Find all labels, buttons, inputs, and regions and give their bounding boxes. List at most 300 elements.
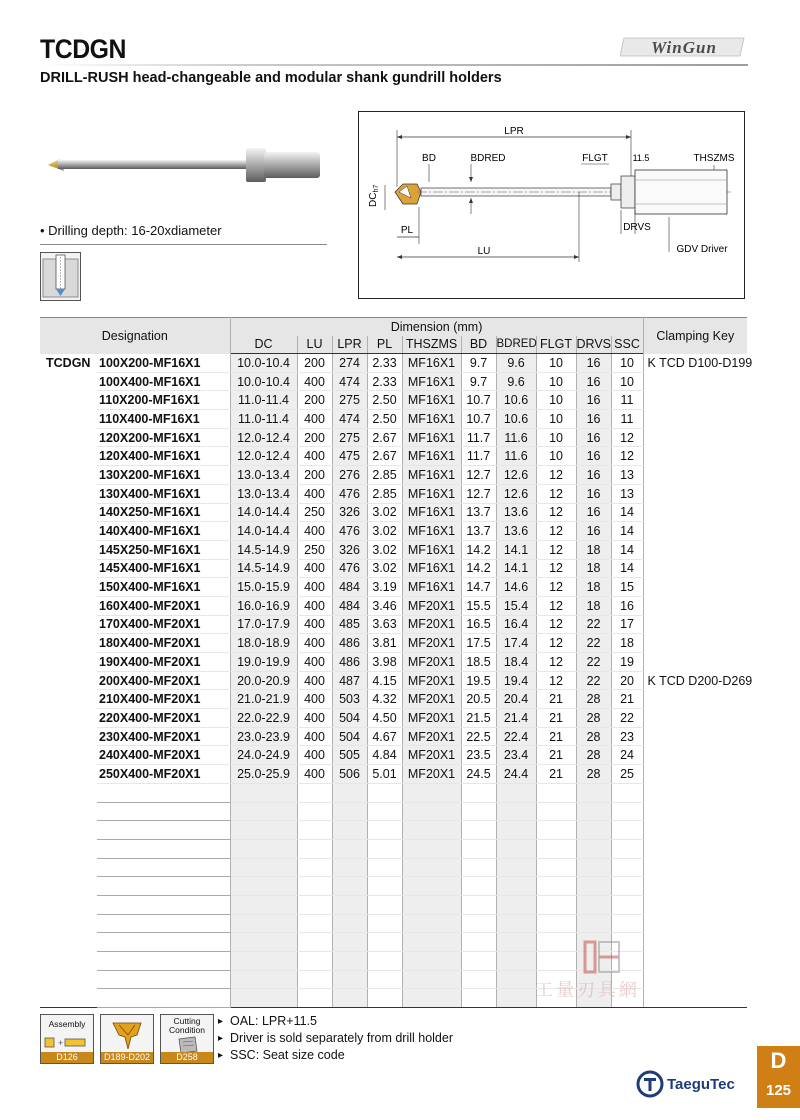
empty-cell (97, 821, 230, 840)
series-prefix (40, 372, 97, 391)
empty-cell (230, 821, 297, 840)
cell-pl: 5.01 (367, 765, 402, 784)
cell-lpr: 275 (332, 391, 367, 410)
cell-lu: 400 (297, 746, 332, 765)
cell-lpr: 276 (332, 466, 367, 485)
empty-cell (332, 783, 367, 802)
cell-lpr: 484 (332, 596, 367, 615)
cell-pl: 3.81 (367, 634, 402, 653)
cell-drvs: 16 (576, 428, 611, 447)
note-oal: ▸ OAL: LPR+11.5 (218, 1013, 453, 1030)
empty-table-row (40, 895, 747, 914)
cell-lpr: 505 (332, 746, 367, 765)
cell-bdred: 17.4 (496, 634, 536, 653)
empty-cell (332, 877, 367, 896)
cell-thszms: MF20X1 (402, 653, 461, 672)
cell-drvs: 16 (576, 484, 611, 503)
cell-dc: 12.0-12.4 (230, 447, 297, 466)
cell-flgt: 12 (536, 634, 576, 653)
cell-drvs: 18 (576, 578, 611, 597)
empty-cell (297, 839, 332, 858)
empty-cell (536, 839, 576, 858)
assembly-ref-box[interactable] (40, 1014, 94, 1064)
taegutec-logo (636, 1070, 752, 1098)
table-row (40, 578, 747, 597)
empty-cell (402, 933, 461, 952)
cell-lpr: 476 (332, 522, 367, 541)
cell-lpr: 475 (332, 447, 367, 466)
empty-cell (643, 877, 747, 896)
cell-bd: 9.7 (461, 354, 496, 373)
series-prefix (40, 634, 97, 653)
empty-cell (576, 914, 611, 933)
cell-pl: 3.46 (367, 596, 402, 615)
empty-cell (230, 970, 297, 989)
cell-dc: 18.0-18.9 (230, 634, 297, 653)
assembly-label: Assembly (48, 1019, 86, 1029)
cell-lpr: 487 (332, 671, 367, 690)
cell-ssc: 10 (611, 354, 643, 373)
clamping-key-cell (643, 410, 747, 429)
cell-ssc: 20 (611, 671, 643, 690)
empty-cell (297, 989, 332, 1008)
empty-cell (40, 970, 97, 989)
table-row (40, 709, 747, 728)
cutting-condition-label: Cutting Condition (169, 1016, 205, 1035)
cutting-condition-ref-box[interactable] (160, 1014, 214, 1064)
empty-cell (461, 783, 496, 802)
series-prefix (40, 727, 97, 746)
empty-cell (297, 821, 332, 840)
clamping-key-cell (643, 540, 747, 559)
cell-thszms: MF20X1 (402, 690, 461, 709)
cell-pl: 3.02 (367, 559, 402, 578)
cell-pl: 2.33 (367, 372, 402, 391)
cell-drvs: 22 (576, 615, 611, 634)
table-row (40, 746, 747, 765)
empty-cell (536, 821, 576, 840)
cell-dc: 13.0-13.4 (230, 466, 297, 485)
cell-flgt: 12 (536, 503, 576, 522)
cell-drvs: 28 (576, 709, 611, 728)
empty-cell (367, 933, 402, 952)
table-row (40, 671, 747, 690)
clamping-key-cell (643, 372, 747, 391)
cell-thszms: MF16X1 (402, 466, 461, 485)
footer-notes (218, 1013, 453, 1064)
empty-cell (643, 914, 747, 933)
brand-name: WinGun (651, 38, 717, 57)
cell-flgt: 12 (536, 596, 576, 615)
empty-cell (536, 802, 576, 821)
empty-cell (230, 802, 297, 821)
designation-cell: 240X400-MF20X1 (97, 746, 230, 765)
cell-ssc: 12 (611, 428, 643, 447)
empty-cell (402, 802, 461, 821)
cell-dc: 11.0-11.4 (230, 391, 297, 410)
empty-cell (402, 914, 461, 933)
page-number: 125 (765, 1082, 792, 1099)
section-letter: D (770, 1048, 787, 1073)
cell-thszms: MF20X1 (402, 746, 461, 765)
empty-table-row (40, 821, 747, 840)
feature-divider (40, 244, 327, 245)
cell-drvs: 16 (576, 522, 611, 541)
designation-cell: 190X400-MF20X1 (97, 653, 230, 672)
wingun-logo (620, 34, 748, 60)
table-row (40, 484, 747, 503)
clamping-key-cell (643, 690, 747, 709)
cell-flgt: 21 (536, 765, 576, 784)
designation-cell: 110X200-MF16X1 (97, 391, 230, 410)
empty-table-row (40, 783, 747, 802)
cell-lu: 400 (297, 484, 332, 503)
cell-pl: 4.67 (367, 727, 402, 746)
cell-bd: 18.5 (461, 653, 496, 672)
cell-thszms: MF16X1 (402, 540, 461, 559)
cell-ssc: 22 (611, 709, 643, 728)
cell-dc: 14.5-14.9 (230, 540, 297, 559)
designation-cell: 180X400-MF20X1 (97, 634, 230, 653)
cell-bdred: 14.6 (496, 578, 536, 597)
designation-cell: 145X250-MF16X1 (97, 540, 230, 559)
empty-cell (97, 858, 230, 877)
cell-pl: 3.98 (367, 653, 402, 672)
label-gdv-driver: GDV Driver (676, 244, 728, 255)
designation-cell: 220X400-MF20X1 (97, 709, 230, 728)
cell-lu: 400 (297, 410, 332, 429)
deep-hole-drilling-icon (40, 252, 81, 301)
empty-cell (643, 858, 747, 877)
cell-thszms: MF16X1 (402, 484, 461, 503)
cell-pl: 2.85 (367, 466, 402, 485)
cell-drvs: 16 (576, 447, 611, 466)
empty-cell (97, 802, 230, 821)
dimension-header: Dimension (mm) (230, 318, 643, 336)
cell-pl: 3.63 (367, 615, 402, 634)
empty-table-row (40, 839, 747, 858)
empty-cell (230, 952, 297, 971)
cell-drvs: 28 (576, 765, 611, 784)
table-row (40, 503, 747, 522)
table-row (40, 559, 747, 578)
empty-cell (40, 895, 97, 914)
cell-dc: 14.0-14.4 (230, 503, 297, 522)
cell-ssc: 15 (611, 578, 643, 597)
cell-thszms: MF16X1 (402, 391, 461, 410)
cell-thszms: MF16X1 (402, 522, 461, 541)
gundrill-image (40, 140, 330, 190)
cell-lpr: 274 (332, 354, 367, 373)
cell-bdred: 23.4 (496, 746, 536, 765)
header-row-1 (40, 318, 747, 336)
cell-bdred: 11.6 (496, 428, 536, 447)
cell-lu: 400 (297, 690, 332, 709)
cell-pl: 4.50 (367, 709, 402, 728)
cell-bd: 15.5 (461, 596, 496, 615)
label-dc: $DC_{h7}$ (368, 184, 380, 207)
empty-cell (402, 970, 461, 989)
cell-bdred: 24.4 (496, 765, 536, 784)
cell-pl: 3.02 (367, 540, 402, 559)
table-row (40, 765, 747, 784)
cell-dc: 23.0-23.9 (230, 727, 297, 746)
cell-thszms: MF20X1 (402, 615, 461, 634)
col-header: BD (461, 336, 496, 354)
cell-ssc: 16 (611, 596, 643, 615)
empty-cell (230, 858, 297, 877)
cell-flgt: 12 (536, 522, 576, 541)
table-row (40, 466, 747, 485)
empty-cell (461, 952, 496, 971)
cell-flgt: 12 (536, 653, 576, 672)
series-prefix (40, 466, 97, 485)
empty-cell (367, 858, 402, 877)
col-header: LU (297, 336, 332, 354)
cell-bdred: 9.6 (496, 372, 536, 391)
cell-flgt: 21 (536, 709, 576, 728)
clamping-key-cell (643, 522, 747, 541)
empty-cell (643, 839, 747, 858)
empty-cell (611, 914, 643, 933)
cell-ssc: 25 (611, 765, 643, 784)
cell-bd: 12.7 (461, 466, 496, 485)
empty-cell (461, 821, 496, 840)
empty-cell (367, 839, 402, 858)
designation-cell: 130X200-MF16X1 (97, 466, 230, 485)
empty-cell (496, 933, 536, 952)
empty-cell (536, 783, 576, 802)
empty-table-row (40, 858, 747, 877)
empty-cell (332, 895, 367, 914)
empty-cell (402, 952, 461, 971)
cell-lpr: 326 (332, 503, 367, 522)
cell-pl: 2.50 (367, 410, 402, 429)
empty-cell (97, 877, 230, 896)
col-header: THSZMS (402, 336, 461, 354)
empty-cell (297, 970, 332, 989)
designation-cell: 120X400-MF16X1 (97, 447, 230, 466)
cell-lpr: 504 (332, 727, 367, 746)
clamping-key-cell (643, 653, 747, 672)
cell-drvs: 18 (576, 540, 611, 559)
empty-cell (461, 895, 496, 914)
clamping-key-cell (643, 578, 747, 597)
cell-dc: 25.0-25.9 (230, 765, 297, 784)
table-row (40, 690, 747, 709)
cell-bdred: 14.1 (496, 559, 536, 578)
cell-flgt: 12 (536, 484, 576, 503)
cell-lpr: 506 (332, 765, 367, 784)
designation-cell: 140X250-MF16X1 (97, 503, 230, 522)
cell-lu: 400 (297, 578, 332, 597)
cell-bd: 16.5 (461, 615, 496, 634)
cell-bd: 11.7 (461, 428, 496, 447)
cell-pl: 2.33 (367, 354, 402, 373)
empty-cell (97, 914, 230, 933)
cell-thszms: MF20X1 (402, 709, 461, 728)
cell-dc: 12.0-12.4 (230, 428, 297, 447)
series-prefix (40, 709, 97, 728)
empty-cell (461, 989, 496, 1008)
cell-lpr: 275 (332, 428, 367, 447)
insert-ref-box[interactable] (100, 1014, 154, 1064)
cell-bd: 10.7 (461, 391, 496, 410)
cell-drvs: 16 (576, 503, 611, 522)
cell-pl: 3.19 (367, 578, 402, 597)
cell-pl: 3.02 (367, 522, 402, 541)
cell-ssc: 17 (611, 615, 643, 634)
designation-cell: 170X400-MF20X1 (97, 615, 230, 634)
table-row (40, 428, 747, 447)
empty-cell (402, 783, 461, 802)
svg-text:+: + (58, 1038, 64, 1048)
cell-dc: 20.0-20.9 (230, 671, 297, 690)
cell-bd: 17.5 (461, 634, 496, 653)
cell-dc: 22.0-22.9 (230, 709, 297, 728)
designation-cell: 200X400-MF20X1 (97, 671, 230, 690)
empty-cell (297, 858, 332, 877)
series-prefix (40, 578, 97, 597)
drilling-depth-note: • Drilling depth: 16-20xdiameter (40, 223, 222, 238)
cell-lpr: 326 (332, 540, 367, 559)
cell-dc: 16.0-16.9 (230, 596, 297, 615)
dimension-diagram (358, 111, 745, 299)
empty-cell (332, 858, 367, 877)
empty-cell (40, 783, 97, 802)
empty-cell (611, 839, 643, 858)
designation-cell: 210X400-MF20X1 (97, 690, 230, 709)
table-row (40, 447, 747, 466)
empty-cell (230, 783, 297, 802)
col-header: DRVS (576, 336, 611, 354)
table-row (40, 410, 747, 429)
cell-flgt: 12 (536, 578, 576, 597)
label-flgt: FLGT (582, 153, 608, 164)
cell-bdred: 12.6 (496, 466, 536, 485)
empty-cell (402, 877, 461, 896)
cell-pl: 2.67 (367, 447, 402, 466)
col-header: FLGT (536, 336, 576, 354)
cell-bd: 21.5 (461, 709, 496, 728)
section-tab (757, 1046, 800, 1108)
table-row (40, 615, 747, 634)
empty-cell (40, 839, 97, 858)
clamping-key-cell (643, 746, 747, 765)
empty-table-row (40, 914, 747, 933)
cell-flgt: 10 (536, 391, 576, 410)
cell-dc: 13.0-13.4 (230, 484, 297, 503)
col-header: DC (230, 336, 297, 354)
empty-cell (97, 989, 230, 1008)
assembly-page-ref: D126 (41, 1052, 93, 1063)
cell-lu: 400 (297, 671, 332, 690)
label-lpr: LPR (504, 126, 524, 137)
cell-bdred: 15.4 (496, 596, 536, 615)
empty-cell (230, 877, 297, 896)
designation-cell: 150X400-MF16X1 (97, 578, 230, 597)
cell-drvs: 16 (576, 466, 611, 485)
cell-ssc: 14 (611, 559, 643, 578)
cell-thszms: MF20X1 (402, 634, 461, 653)
cell-bdred: 22.4 (496, 727, 536, 746)
empty-cell (40, 933, 97, 952)
empty-cell (576, 895, 611, 914)
empty-cell (611, 802, 643, 821)
col-header: LPR (332, 336, 367, 354)
cell-flgt: 21 (536, 690, 576, 709)
table-row (40, 634, 747, 653)
empty-cell (536, 858, 576, 877)
cell-pl: 4.32 (367, 690, 402, 709)
cell-bd: 23.5 (461, 746, 496, 765)
empty-cell (643, 783, 747, 802)
company-name: TaeguTec (667, 1076, 735, 1093)
empty-cell (496, 989, 536, 1008)
empty-cell (367, 895, 402, 914)
designation-cell: 110X400-MF16X1 (97, 410, 230, 429)
cell-thszms: MF20X1 (402, 596, 461, 615)
empty-cell (40, 952, 97, 971)
empty-cell (297, 952, 332, 971)
series-prefix (40, 428, 97, 447)
cell-lu: 400 (297, 372, 332, 391)
cell-bdred: 10.6 (496, 391, 536, 410)
label-drvs: DRVS (623, 222, 651, 233)
empty-cell (496, 821, 536, 840)
empty-cell (367, 970, 402, 989)
label-flgt-value: 11.5 (632, 153, 650, 163)
cell-bdred: 13.6 (496, 522, 536, 541)
empty-cell (576, 821, 611, 840)
empty-cell (40, 877, 97, 896)
empty-cell (643, 802, 747, 821)
clamping-key-cell (643, 596, 747, 615)
label-bd: BD (422, 153, 436, 164)
cell-thszms: MF16X1 (402, 428, 461, 447)
clamping-key-header: Clamping Key (643, 318, 747, 354)
empty-cell (496, 952, 536, 971)
designation-cell: 160X400-MF20X1 (97, 596, 230, 615)
cell-bd: 13.7 (461, 522, 496, 541)
empty-cell (643, 821, 747, 840)
empty-cell (402, 895, 461, 914)
cell-lpr: 474 (332, 372, 367, 391)
series-prefix: TCDGN (46, 355, 91, 370)
series-prefix (40, 484, 97, 503)
clamping-key-cell (643, 727, 747, 746)
cell-lu: 400 (297, 765, 332, 784)
table-row (40, 727, 747, 746)
empty-cell (40, 989, 97, 1008)
empty-cell (461, 933, 496, 952)
label-bdred: BDRED (470, 153, 506, 164)
cell-drvs: 16 (576, 372, 611, 391)
empty-cell (496, 802, 536, 821)
cell-bd: 24.5 (461, 765, 496, 784)
cell-lpr: 503 (332, 690, 367, 709)
cell-thszms: MF16X1 (402, 503, 461, 522)
series-prefix (40, 503, 97, 522)
empty-cell (40, 821, 97, 840)
cell-thszms: MF16X1 (402, 447, 461, 466)
cell-ssc: 24 (611, 746, 643, 765)
clamping-key-cell (643, 484, 747, 503)
empty-cell (496, 839, 536, 858)
cell-drvs: 18 (576, 559, 611, 578)
cell-thszms: MF16X1 (402, 559, 461, 578)
empty-cell (367, 877, 402, 896)
